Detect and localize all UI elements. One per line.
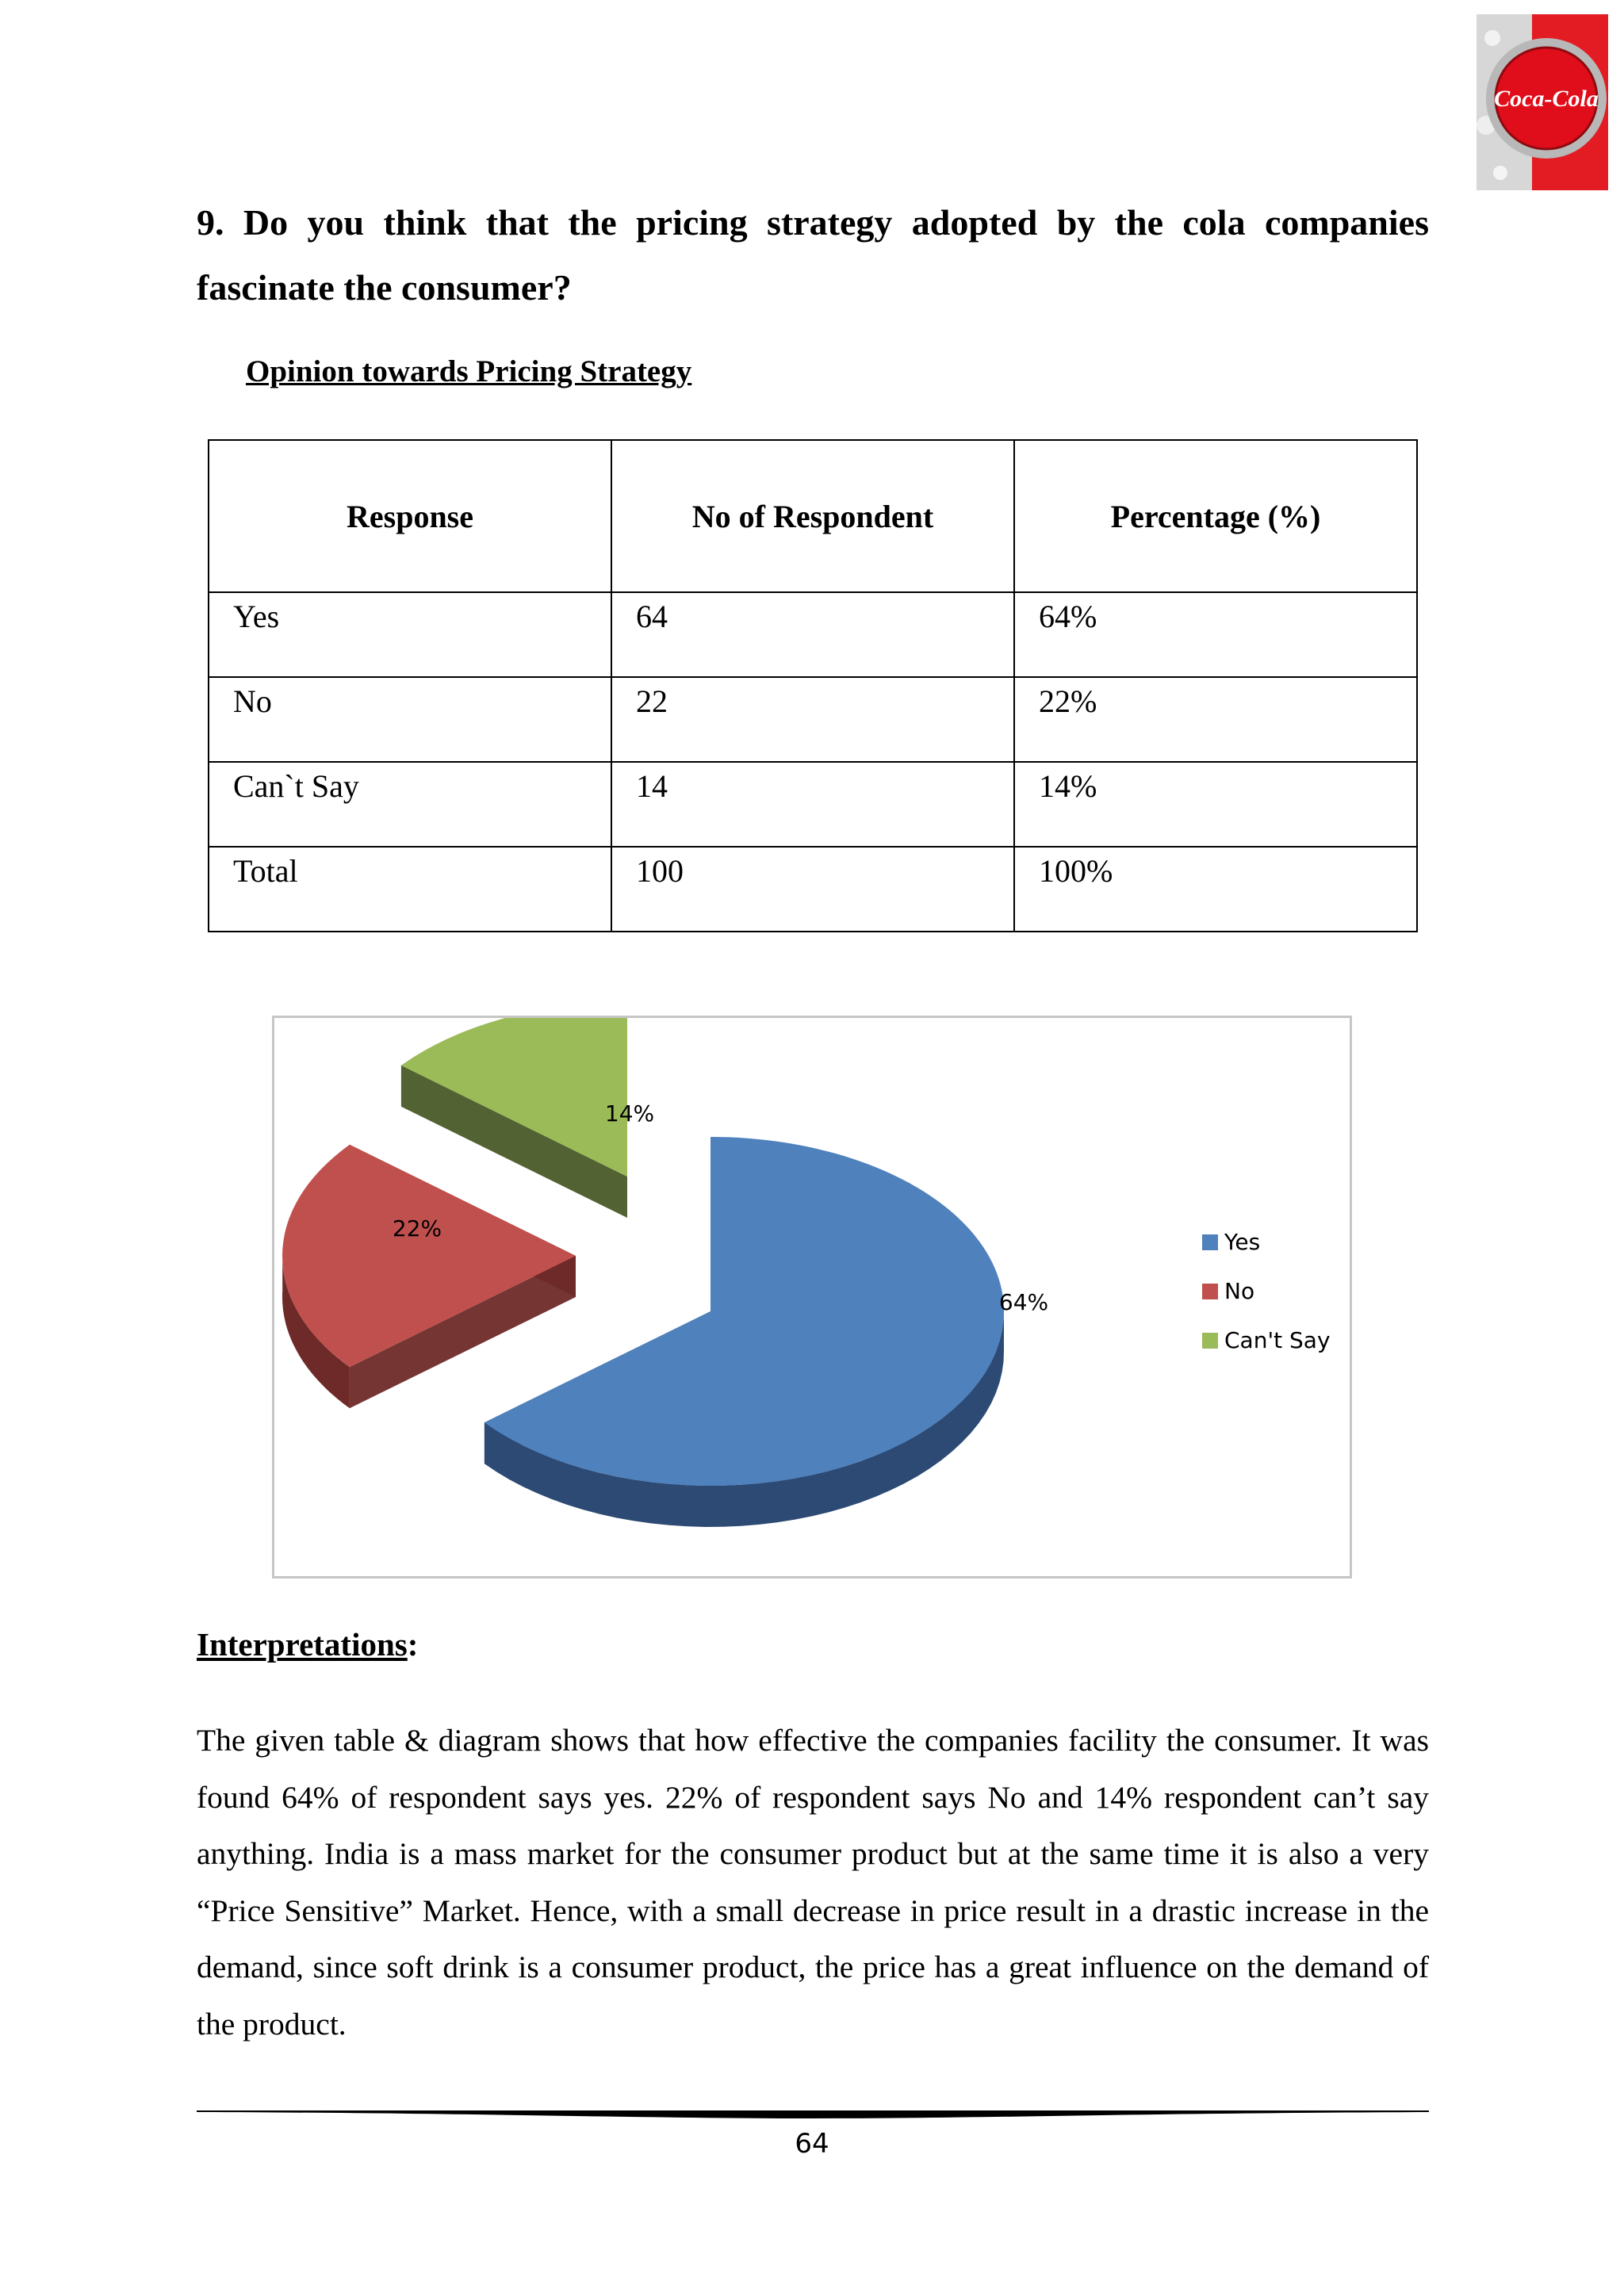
table-cell: Can`t Say (209, 762, 611, 847)
table-cell: No (209, 677, 611, 762)
interpretations-title: Interpretations (197, 1626, 408, 1663)
table-cell: 14% (1014, 762, 1417, 847)
footer-divider (197, 2106, 1429, 2122)
legend-swatch (1202, 1333, 1218, 1349)
legend-swatch (1202, 1284, 1218, 1299)
table-header-cell: Percentage (%) (1014, 440, 1417, 592)
question-heading: 9. Do you think that the pricing strategy adopted by the cola companies fascinate the consumer? (197, 202, 1429, 308)
legend-label: Can't Say (1224, 1327, 1331, 1353)
interpretations-heading (197, 1625, 418, 1663)
table-row (209, 847, 1417, 932)
table-header-cell: Response (209, 440, 611, 592)
pie-data-label: 22% (392, 1215, 442, 1242)
pie-chart-canvas (274, 1018, 1350, 1576)
table-cell: 64 (611, 592, 1014, 677)
response-table (208, 439, 1418, 932)
table-row (209, 762, 1417, 847)
interpretations-colon: : (407, 1626, 419, 1663)
table-caption: Opinion towards Pricing Strategy (246, 354, 692, 388)
table-cell: 22 (611, 677, 1014, 762)
table-row (209, 677, 1417, 762)
page-number: 64 (795, 2128, 829, 2160)
interpretations-body: The given table & diagram shows that how effective the companies facility the consumer. It was found 64% of respondent says yes. 22% of respondent says No and 14% respondent can’t say anything. India is a mass market for the consumer product but at the same time it is also a very “Price Sensitive” Market. Hence, with a small decrease in price result in a drastic increase in the demand, since soft drink is a consumer product, the price has a great influence on the demand of the product. (197, 1723, 1429, 2042)
pie-data-label: 14% (604, 1100, 655, 1127)
table-cell: Yes (209, 592, 611, 677)
table-row (209, 592, 1417, 677)
table-cell: 64% (1014, 592, 1417, 677)
table-cell: 100% (1014, 847, 1417, 932)
legend-label: Yes (1224, 1229, 1261, 1255)
table-header-row (209, 440, 1417, 592)
legend-swatch (1202, 1234, 1218, 1250)
pie-chart (272, 1016, 1352, 1578)
table-cell: 100 (611, 847, 1014, 932)
pie-data-label: 64% (998, 1289, 1049, 1315)
table-cell: 14 (611, 762, 1014, 847)
table-header-cell: No of Respondent (611, 440, 1014, 592)
table-cell: Total (209, 847, 611, 932)
coca-cola-logo (1477, 14, 1608, 190)
table-cell: 22% (1014, 677, 1417, 762)
legend-label: No (1224, 1278, 1255, 1304)
logo-brand-text: Coca-Cola (1494, 86, 1599, 112)
